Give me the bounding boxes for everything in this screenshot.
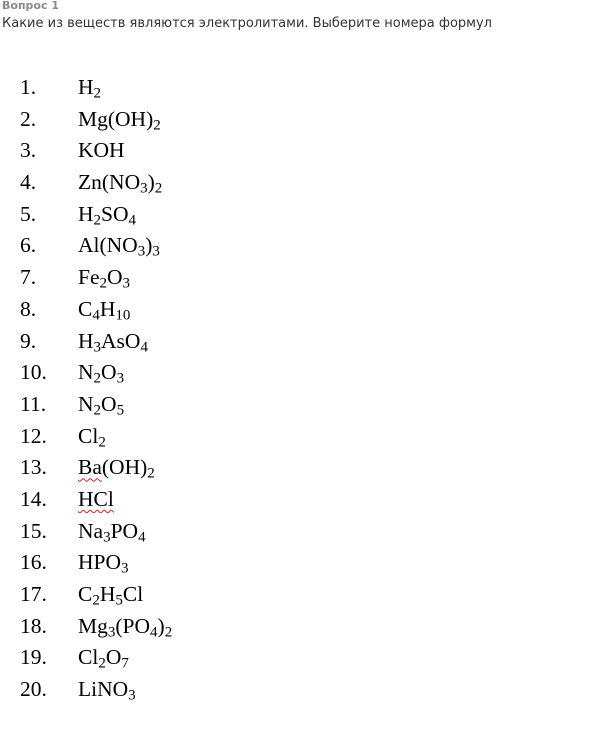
list-item <box>0 232 400 264</box>
question-text: Какие из веществ являются электролитами. Выберите номера формул <box>2 16 492 31</box>
chemical-formula <box>78 676 136 702</box>
formula-subscript: 3 <box>116 370 125 387</box>
formula-subscript: 3 <box>107 623 116 640</box>
list-item <box>0 169 400 201</box>
formula-subscript: 2 <box>154 180 163 197</box>
formula-text: AsO <box>101 328 141 353</box>
chemical-formula <box>78 549 129 575</box>
chemical-formula <box>78 359 124 385</box>
formula-text: O <box>105 645 122 670</box>
formula-subscript: 4 <box>128 212 137 229</box>
chemical-formula <box>78 169 162 195</box>
formula-subscript: 2 <box>99 275 107 292</box>
formula-subscript: 2 <box>92 592 100 609</box>
formula-text: Cl <box>122 582 144 606</box>
formula-text: H <box>78 328 94 353</box>
item-number: 15. <box>20 518 47 543</box>
formula-subscript: 4 <box>140 338 148 355</box>
formula-text: N <box>78 360 94 385</box>
list-item <box>0 518 400 550</box>
chemical-formula <box>78 264 130 290</box>
list-item <box>0 106 400 138</box>
formula-text: C <box>78 582 93 606</box>
list-item <box>0 296 400 328</box>
item-number: 5. <box>20 201 37 226</box>
formula-subscript: 5 <box>115 592 123 609</box>
formula-text: Ba <box>78 455 102 480</box>
formula-subscript: 2 <box>93 85 102 102</box>
item-number: 1. <box>20 75 37 99</box>
formula-subscript: 2 <box>93 402 102 419</box>
list-item <box>0 264 400 296</box>
formula-subscript: 3 <box>137 243 146 260</box>
formula-subscript: 4 <box>138 528 146 545</box>
chemical-formula <box>78 613 172 639</box>
formula-subscript: 3 <box>152 243 160 260</box>
formula-text: Na <box>78 518 104 543</box>
formula-subscript: 3 <box>121 560 129 577</box>
formula-text: KOH <box>78 138 125 163</box>
item-number: 7. <box>20 265 37 290</box>
formula-text: ) <box>147 170 155 195</box>
formula-text: H <box>99 582 116 606</box>
item-number: 4. <box>20 170 37 195</box>
chemical-formula <box>78 518 146 544</box>
chemical-formula <box>78 423 106 449</box>
item-number: 2. <box>20 106 37 131</box>
chemical-formula <box>78 581 143 607</box>
item-number: 11. <box>20 391 47 416</box>
chemical-formula <box>78 74 101 100</box>
item-number: 8. <box>20 296 37 321</box>
formula-text: (OH) <box>101 455 148 480</box>
formula-subscript: 2 <box>98 433 106 450</box>
formula-text: HCl <box>78 486 114 511</box>
item-number: 14. <box>20 486 47 511</box>
formula-text: O <box>101 360 117 385</box>
formula-subscript: 3 <box>122 275 131 292</box>
formula-subscript: 2 <box>93 212 102 229</box>
formula-subscript: 2 <box>93 370 102 387</box>
list-item <box>0 391 400 423</box>
item-number: 18. <box>20 613 47 638</box>
formula-subscript: 3 <box>103 528 111 545</box>
item-number: 6. <box>20 233 37 258</box>
formula-subscript: 2 <box>98 655 106 672</box>
item-number: 13. <box>20 455 47 480</box>
list-item <box>0 454 400 486</box>
formula-subscript: 4 <box>150 623 158 640</box>
formula-text: H <box>78 201 94 226</box>
formula-text: Mg(OH) <box>78 106 154 131</box>
formula-subscript: 2 <box>164 623 173 640</box>
chemical-formula <box>78 486 114 512</box>
formula-text: SO <box>101 201 129 226</box>
item-number: 16. <box>20 550 47 575</box>
formula-text: O <box>101 391 117 416</box>
question-header <box>2 0 602 33</box>
formula-text: Fe <box>78 265 100 290</box>
formula-text: Mg <box>78 613 108 638</box>
item-number: 17. <box>20 582 47 606</box>
formula-text: ) <box>145 233 153 258</box>
formula-text: Zn(NO <box>78 170 141 195</box>
chemical-formula <box>78 296 130 322</box>
list-item <box>0 644 400 676</box>
formula-text: Al(NO <box>78 233 138 258</box>
list-item <box>0 486 400 518</box>
list-item <box>0 137 400 169</box>
item-number: 10. <box>20 360 47 385</box>
question-title: Вопрос 1 <box>2 0 59 12</box>
list-item <box>0 581 400 613</box>
formula-subscript: 2 <box>147 465 155 482</box>
formula-text: (PO <box>115 613 151 638</box>
chemical-formula <box>78 644 129 670</box>
chemical-formula <box>78 232 160 258</box>
chemical-formula <box>78 137 125 163</box>
formula-list <box>0 74 400 708</box>
list-item <box>0 613 400 645</box>
item-number: 9. <box>20 328 37 353</box>
formula-text: C <box>78 296 93 321</box>
formula-subscript: 4 <box>92 307 100 324</box>
formula-text: O <box>107 265 123 290</box>
formula-text: H <box>78 75 94 99</box>
formula-subscript: 10 <box>115 307 131 324</box>
formula-text: HPO <box>78 550 122 575</box>
item-number: 19. <box>20 645 47 670</box>
chemical-formula <box>78 106 161 132</box>
list-item <box>0 423 400 455</box>
formula-text: LiNO <box>78 677 129 702</box>
formula-subscript: 3 <box>93 338 102 355</box>
chemical-formula <box>78 391 124 417</box>
list-item <box>0 328 400 360</box>
formula-subscript: 3 <box>140 180 148 197</box>
item-number: 12. <box>20 423 47 448</box>
list-item <box>0 359 400 391</box>
formula-text: H <box>99 296 116 321</box>
list-item <box>0 549 400 581</box>
formula-text: N <box>78 391 94 416</box>
formula-text: ) <box>157 613 165 638</box>
chemical-formula <box>78 201 136 227</box>
list-item <box>0 201 400 233</box>
formula-subscript: 2 <box>153 116 161 133</box>
formula-subscript: 3 <box>128 687 136 704</box>
formula-subscript: 5 <box>116 402 125 419</box>
formula-text: Cl <box>78 423 99 448</box>
item-number: 20. <box>20 677 47 702</box>
formula-text: PO <box>110 518 139 543</box>
list-item <box>0 74 400 106</box>
formula-subscript: 7 <box>121 655 129 672</box>
chemical-formula <box>78 454 155 480</box>
chemical-formula <box>78 328 148 354</box>
formula-text: Cl <box>78 645 99 670</box>
item-number: 3. <box>20 138 37 163</box>
list-item <box>0 676 400 708</box>
